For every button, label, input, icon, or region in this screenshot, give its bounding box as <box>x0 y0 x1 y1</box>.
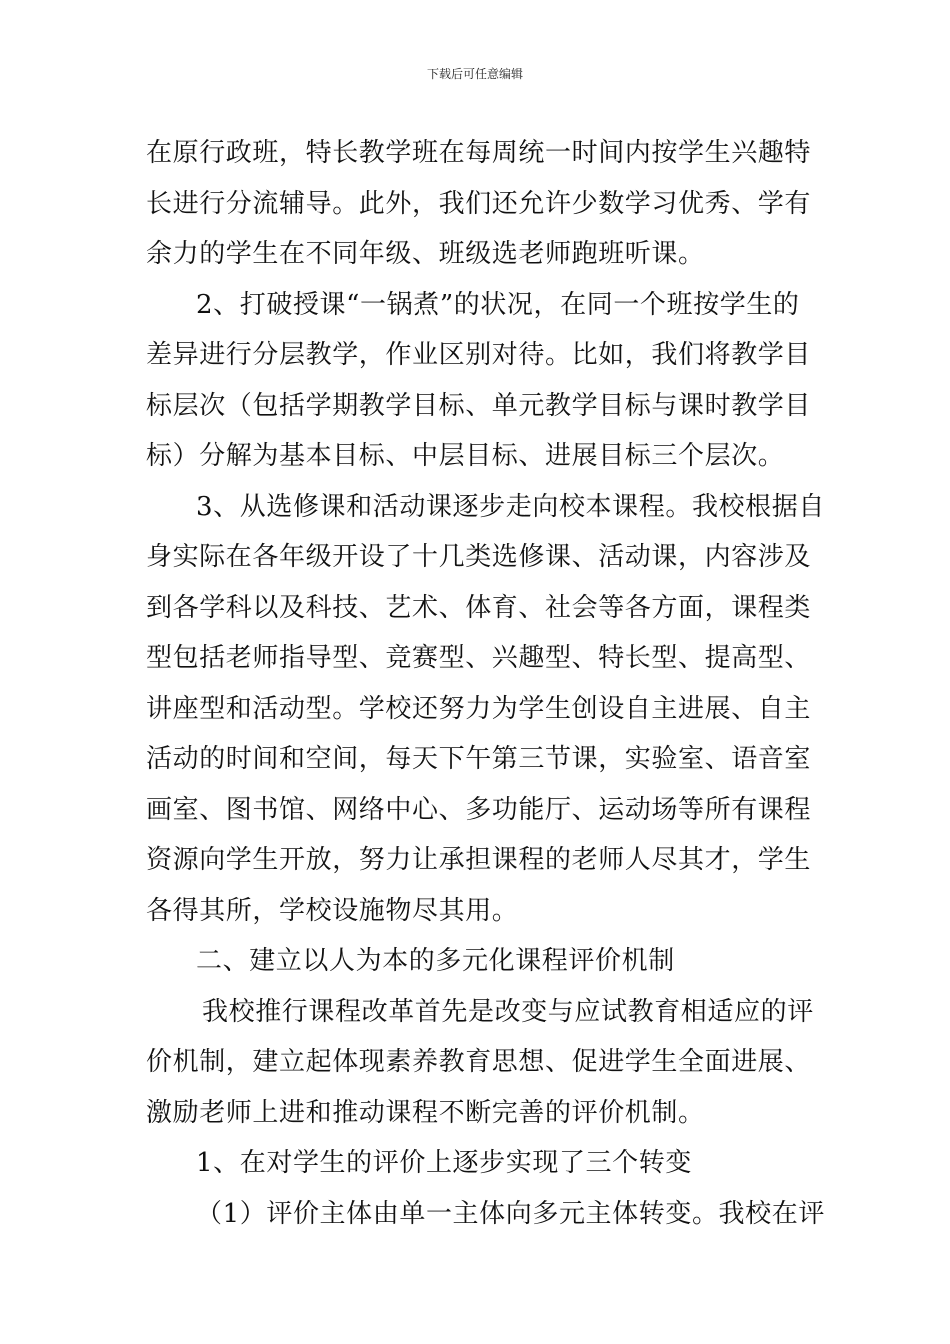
text-line: （1）评价主体由单一主体向多元主体转变。我校在评 <box>196 1198 825 1229</box>
text-line: 二、建立以人为本的多元化课程评价机制 <box>196 946 675 976</box>
text-line: 余力的学生在不同年级、班级选老师跑班听课。 <box>146 239 705 269</box>
text-line: 长进行分流辅导。此外，我们还允许少数学习优秀、学有 <box>146 188 812 219</box>
text-line: 在原行政班，特长教学班在每周统一时间内按学生兴趣特 <box>146 138 812 168</box>
text-line: 画室、图书馆、网络中心、多功能厅、运动场等所有课程 <box>146 794 812 825</box>
text-line: 活动的时间和空间，每天下午第三节课，实验室、语音室 <box>146 744 812 774</box>
text-line: 各得其所，学校设施物尽其用。 <box>146 895 519 926</box>
text-line: 差异进行分层教学，作业区别对待。比如，我们将教学目 <box>146 340 812 370</box>
text-line: 资源向学生开放，努力让承担课程的老师人尽其才，学生 <box>146 845 812 875</box>
text-line: 型包括老师指导型、竞赛型、兴趣型、特长型、提高型、 <box>146 643 812 673</box>
text-line: 3、从选修课和活动课逐步走向校本课程。我校根据自 <box>196 491 825 522</box>
text-line: 标）分解为基本目标、中层目标、进展目标三个层次。 <box>146 441 785 471</box>
text-line: 激励老师上进和推动课程不断完善的评价机制。 <box>146 1097 705 1128</box>
text-line: 讲座型和活动型。学校还努力为学生创设自主进展、自主 <box>146 693 812 724</box>
text-line: 身实际在各年级开设了十几类选修课、活动课，内容涉及 <box>146 542 812 572</box>
document-body <box>146 128 825 1239</box>
text-line: 到各学科以及科技、艺术、体育、社会等各方面，课程类 <box>146 592 812 623</box>
text-line: 标层次（包括学期教学目标、单元教学目标与课时教学目 <box>146 390 812 421</box>
text-line: 1、在对学生的评价上逐步实现了三个转变 <box>196 1148 692 1178</box>
text-line: 价机制，建立起体现素养教育思想、促进学生全面进展、 <box>146 1047 812 1077</box>
page-header: 下载后可任意编辑 <box>426 67 523 81</box>
text-line: 2、打破授课“一锅煮”的状况，在同一个班按学生的 <box>196 289 800 320</box>
text-line: 我校推行课程改革首先是改变与应试教育相适应的评 <box>202 996 814 1027</box>
